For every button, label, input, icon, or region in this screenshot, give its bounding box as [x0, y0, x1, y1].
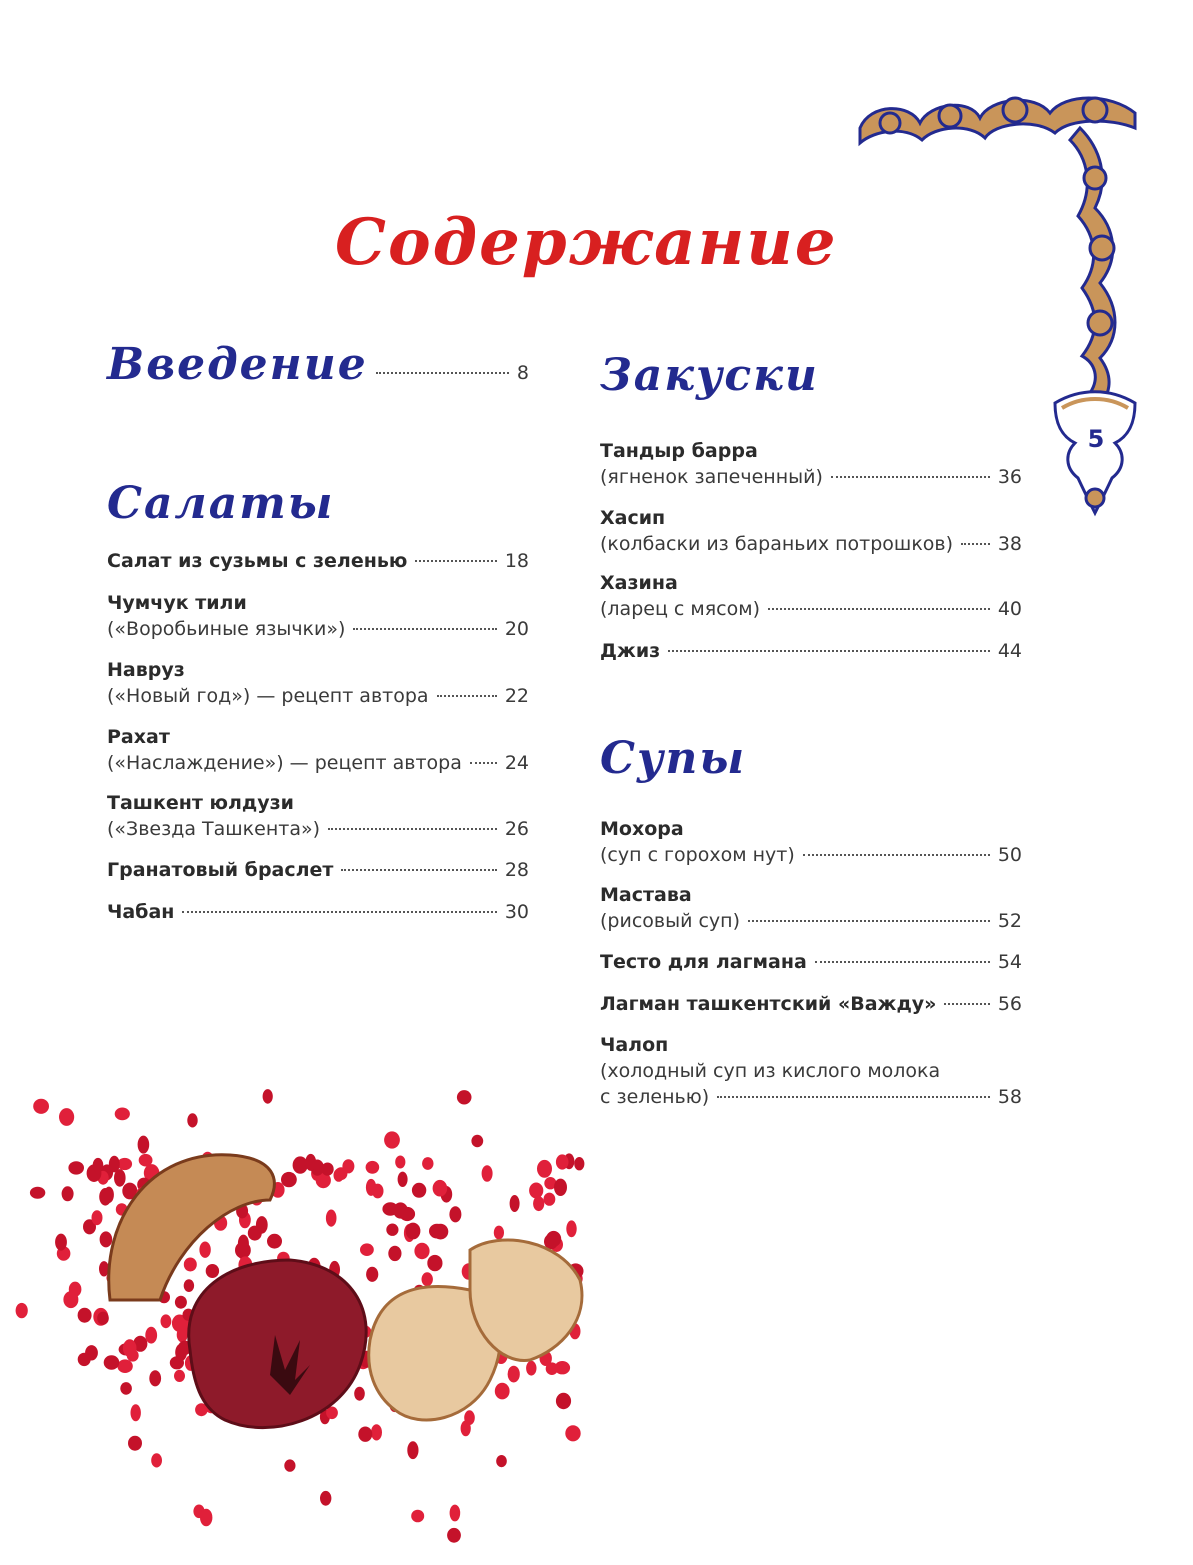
- pomegranate-seed: [556, 1154, 569, 1169]
- pomegranate-seed: [556, 1393, 571, 1409]
- entry-name: Чалоп: [600, 1034, 669, 1056]
- pomegranate-seed: [565, 1425, 580, 1441]
- pomegranate-seed: [510, 1195, 520, 1212]
- entry-subtitle: (ларец с мясом): [600, 598, 760, 620]
- pomegranate-seed: [574, 1157, 584, 1170]
- pomegranate-seed: [100, 1231, 113, 1247]
- pomegranate-seed: [175, 1296, 187, 1309]
- pomegranate-seed: [422, 1272, 433, 1286]
- pomegranate-seed: [267, 1234, 282, 1249]
- page-ref: 56: [997, 993, 1022, 1015]
- pomegranate-seed: [529, 1183, 543, 1199]
- pomegranate-seed: [482, 1165, 493, 1182]
- leader-dots: [376, 372, 509, 374]
- entry-name: Гранатовый браслет: [107, 859, 334, 881]
- pomegranate-seed: [281, 1172, 297, 1187]
- page-ref: 8: [516, 362, 529, 384]
- leader-dots: [437, 695, 497, 697]
- pomegranate-seed: [433, 1180, 448, 1197]
- toc-entry[interactable]: [600, 816, 1022, 868]
- pomegranate-seed: [334, 1169, 344, 1182]
- pomegranate-seed: [104, 1355, 120, 1369]
- pomegranate-seed: [554, 1179, 567, 1196]
- toc-entry[interactable]: [600, 1032, 1022, 1110]
- pomegranate-seed: [235, 1242, 251, 1259]
- entry-name: Рахат: [107, 726, 170, 748]
- entry-subtitle: (рисовый суп): [600, 910, 741, 932]
- pomegranate-seed: [127, 1349, 139, 1361]
- pomegranate-seed: [120, 1382, 132, 1395]
- pomegranate-seed: [284, 1459, 295, 1471]
- leader-dots: [944, 1003, 989, 1005]
- page-ref: 54: [997, 951, 1022, 973]
- pomegranate-seed: [326, 1210, 337, 1227]
- entry-subtitle: (холодный суп из кислого молока: [600, 1060, 941, 1082]
- page-ref: 24: [504, 752, 529, 774]
- page-ref: 52: [997, 910, 1022, 932]
- pomegranate-seed: [93, 1158, 104, 1173]
- page-ref: 26: [504, 818, 529, 840]
- pomegranate-seed: [395, 1156, 405, 1169]
- pomegranate-seed: [414, 1243, 429, 1259]
- pomegranate-seed: [145, 1327, 157, 1344]
- pomegranate-seed: [422, 1157, 433, 1170]
- pomegranate-seed: [427, 1255, 442, 1271]
- pomegranate-seed: [450, 1505, 461, 1522]
- leader-dots: [341, 869, 496, 871]
- pomegranate-seed: [471, 1135, 483, 1147]
- pomegranate-seed: [78, 1353, 91, 1366]
- entry-subtitle-cont: с зеленью): [600, 1086, 710, 1108]
- page-ref: 40: [997, 598, 1022, 620]
- page-number: 5: [1087, 425, 1105, 453]
- pomegranate-seed: [358, 1427, 372, 1442]
- pomegranate-seed: [457, 1090, 472, 1104]
- leader-dots: [831, 476, 990, 478]
- entry-name: Навруз: [107, 659, 185, 681]
- pomegranate-seed: [206, 1264, 219, 1278]
- toc-entry[interactable]: [107, 790, 529, 842]
- pomegranate-seed: [174, 1370, 185, 1382]
- pomegranate-seed: [104, 1187, 114, 1203]
- pomegranate-seed: [187, 1113, 197, 1127]
- pomegranate-seed: [114, 1169, 126, 1187]
- intro-entry[interactable]: [107, 339, 529, 390]
- pomegranate-seed: [200, 1509, 212, 1527]
- entry-subtitle: (ягненок запеченный): [600, 466, 823, 488]
- leader-dots: [182, 911, 496, 913]
- pomegranate-seed: [449, 1206, 461, 1222]
- pomegranate-seed: [407, 1441, 418, 1459]
- entry-name: Тесто для лагмана: [600, 951, 807, 973]
- toc-entry[interactable]: [107, 657, 529, 709]
- entry-name: Хазина: [600, 572, 678, 594]
- pomegranate-seed: [139, 1154, 153, 1167]
- toc-entry[interactable]: [107, 857, 529, 883]
- page-ref: 38: [997, 533, 1022, 555]
- pomegranate-seed: [78, 1308, 92, 1323]
- pomegranate-seed: [16, 1303, 28, 1318]
- pomegranate-seed: [33, 1099, 49, 1114]
- page-ref: 22: [504, 685, 529, 707]
- leader-dots: [815, 961, 990, 963]
- pomegranate-seed: [263, 1089, 273, 1104]
- section-title-soups: Супы: [600, 733, 747, 784]
- leader-dots: [803, 854, 990, 856]
- leader-dots: [961, 543, 990, 545]
- toc-entry[interactable]: [600, 438, 1022, 490]
- page-ref: 44: [997, 640, 1022, 662]
- pomegranate-seed: [366, 1267, 378, 1282]
- entry-name: Мастава: [600, 884, 692, 906]
- entry-subtitle: (колбаски из бараньих потрошков): [600, 533, 954, 555]
- toc-entry[interactable]: [107, 590, 529, 642]
- pomegranate-seed: [128, 1436, 142, 1451]
- pomegranate-seed: [411, 1510, 424, 1523]
- leader-dots: [668, 650, 990, 652]
- pomegranate-seed: [161, 1314, 172, 1328]
- toc-entry[interactable]: [600, 638, 1022, 664]
- pomegranate-seed: [305, 1154, 316, 1171]
- pomegranate-seed: [184, 1279, 194, 1292]
- pomegranate-seed: [117, 1359, 132, 1373]
- pomegranate-seed: [184, 1258, 197, 1272]
- toc-entry[interactable]: [107, 899, 529, 925]
- leader-dots: [328, 828, 497, 830]
- entry-name: Хасип: [600, 507, 666, 529]
- pomegranate-seed: [382, 1202, 398, 1215]
- toc-entry[interactable]: [600, 949, 1022, 975]
- page-ref: 50: [997, 844, 1022, 866]
- entry-name: Чабан: [107, 901, 175, 923]
- entry-subtitle: («Звезда Ташкента»): [107, 818, 320, 840]
- toc-entry[interactable]: [107, 548, 529, 574]
- pomegranate-seed: [30, 1187, 45, 1199]
- pomegranate-seed: [199, 1242, 210, 1258]
- section-title-appetizers: Закуски: [600, 350, 819, 401]
- pomegranate-seed: [131, 1404, 141, 1421]
- entry-name: Чумчук тили: [107, 592, 247, 614]
- pomegranate-seed: [461, 1421, 471, 1437]
- entry-subtitle: («Новый год») — рецепт автора: [107, 685, 429, 707]
- pomegranate-seed: [388, 1246, 401, 1261]
- pomegranate-seed: [533, 1196, 544, 1211]
- toc-entry[interactable]: [600, 991, 1022, 1017]
- page-ref: 58: [997, 1086, 1022, 1108]
- toc-entry[interactable]: [107, 724, 529, 776]
- pomegranate-seed: [398, 1172, 408, 1187]
- pomegranate-seed: [69, 1282, 82, 1297]
- page-ref: 18: [504, 550, 529, 572]
- leader-dots: [717, 1096, 990, 1098]
- pomegranate-seed: [68, 1161, 84, 1174]
- pomegranate-seed: [526, 1361, 536, 1376]
- pomegranate-seed: [412, 1183, 426, 1198]
- entry-subtitle: («Наслаждение») — рецепт автора: [107, 752, 462, 774]
- pomegranate-seed: [170, 1356, 184, 1369]
- page-ref: 36: [997, 466, 1022, 488]
- pomegranate-seed: [447, 1528, 461, 1543]
- pomegranate-seed: [248, 1226, 262, 1241]
- page-ref: 30: [504, 901, 529, 923]
- pomegranate-seed: [537, 1160, 552, 1178]
- pomegranate-seed: [320, 1491, 331, 1506]
- toc-entry[interactable]: [600, 570, 1022, 622]
- leader-dots: [415, 560, 496, 562]
- pomegranate-image: [0, 1080, 600, 1565]
- leader-dots: [748, 920, 990, 922]
- entry-name: Джиз: [600, 640, 661, 662]
- page-ref: 20: [504, 618, 529, 640]
- pomegranate-seed: [366, 1161, 380, 1174]
- section-title-salads: Салаты: [107, 478, 335, 529]
- pomegranate-seed: [429, 1224, 445, 1239]
- pomegranate-seed: [384, 1131, 400, 1148]
- toc-entry[interactable]: [600, 505, 1022, 557]
- pomegranate-seed: [508, 1366, 520, 1383]
- pomegranate-seed: [495, 1383, 510, 1400]
- entry-name: Мохора: [600, 818, 684, 840]
- pomegranate-seed: [55, 1234, 67, 1251]
- leader-dots: [470, 762, 497, 764]
- pomegranate-seed: [399, 1207, 415, 1221]
- toc-entry[interactable]: [600, 882, 1022, 934]
- pomegranate-seed: [360, 1243, 374, 1256]
- pomegranate-seed: [494, 1226, 504, 1240]
- entry-subtitle: («Воробьиные язычки»): [107, 618, 346, 640]
- pomegranate-seed: [386, 1224, 398, 1236]
- pomegranate-seed: [354, 1387, 365, 1401]
- pomegranate-seed: [151, 1453, 162, 1467]
- pomegranate-seed: [97, 1312, 109, 1325]
- entry-name: Лагман ташкентский «Важду»: [600, 993, 937, 1015]
- leader-dots: [353, 628, 496, 630]
- page-ref: 28: [504, 859, 529, 881]
- intro-title: Введение: [107, 339, 368, 390]
- leader-dots: [768, 608, 990, 610]
- pomegranate-seed: [406, 1223, 421, 1240]
- pomegranate-seed: [62, 1186, 74, 1201]
- pomegranate-seed: [371, 1424, 382, 1440]
- entry-name: Салат из сузьмы с зеленью: [107, 550, 408, 572]
- pomegranate-seed: [115, 1108, 130, 1121]
- entry-name: Ташкент юлдузи: [107, 792, 294, 814]
- pomegranate-seed: [366, 1179, 376, 1196]
- pomegranate-seed: [92, 1210, 103, 1225]
- entry-name: Тандыр барра: [600, 440, 758, 462]
- pomegranate-seed: [138, 1136, 150, 1154]
- pomegranate-seed: [544, 1193, 556, 1206]
- page-title: Содержание: [335, 205, 838, 280]
- pomegranate-seed: [566, 1220, 576, 1237]
- pomegranate-seed: [59, 1108, 74, 1126]
- pomegranate-seed: [149, 1370, 161, 1386]
- pomegranate-seed: [555, 1361, 571, 1374]
- pomegranate-seed: [496, 1455, 507, 1467]
- entry-subtitle: (суп с горохом нут): [600, 844, 795, 866]
